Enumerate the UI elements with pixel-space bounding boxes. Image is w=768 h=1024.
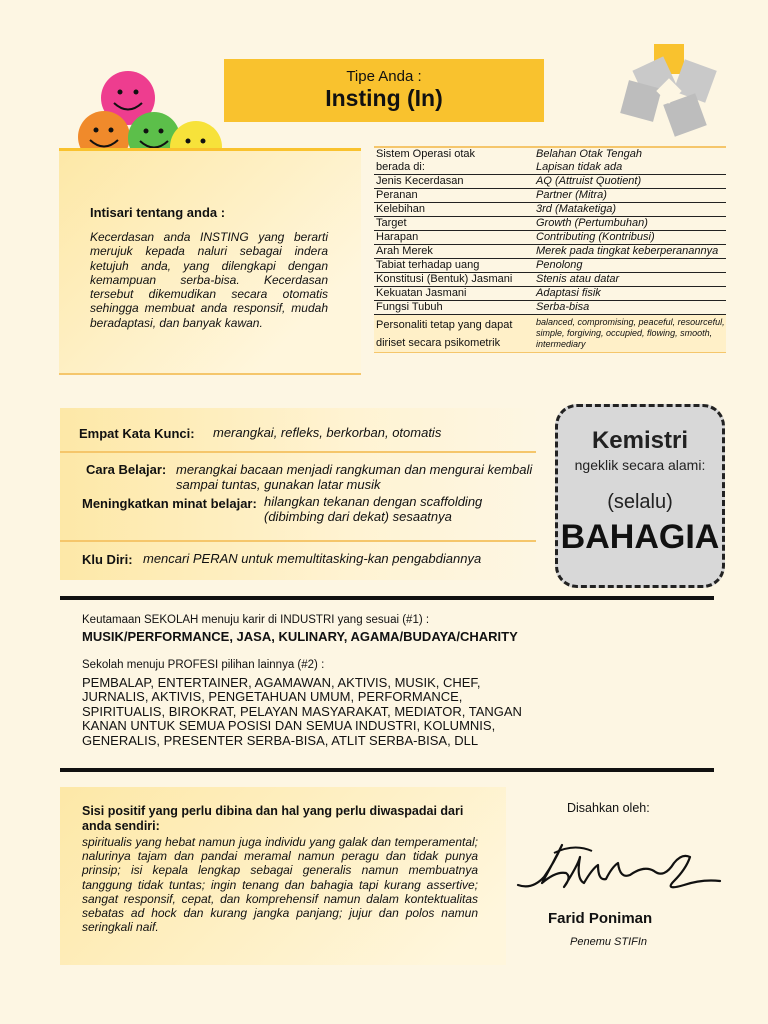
property-value: Partner (Mitra) <box>536 189 607 201</box>
property-value: Growth (Pertumbuhan) <box>536 217 648 229</box>
property-value: Belahan Otak Tengah <box>536 148 643 160</box>
property-label: Personaliti tetap yang dapat diriset secara psikometrik <box>376 319 513 349</box>
chemistry-line2: (selalu) <box>607 491 673 513</box>
property-row <box>374 148 726 161</box>
property-value: Stenis atau datar <box>536 273 620 285</box>
properties-table <box>374 146 726 353</box>
property-row <box>374 231 726 245</box>
property-value: Serba-bisa <box>536 301 590 313</box>
signature-image <box>514 835 724 901</box>
property-label: Target <box>376 217 407 229</box>
careers-list-2: PEMBALAP, ENTERTAINER, AGAMAWAN, AKTIVIS, MUSIK, CHEF, JURNALIS, AKTIVIS, PENGETAHUAN UMUM, PERFORMANCE, SPIRITUALIS, BIROKRAT, PELAYAN MASYARAKAT, MEDIATOR, TANGAN KANAN UNTUK SEMUA POSISI DAN SEMUA INDUSTRI, KOLUMNIS, GENERALIS, PRESENTER SERBA-BISA, ATLIT SERBA-BISA, DLL <box>82 675 522 748</box>
interest-value: hilangkan tekanan dengan scaffolding (dibimbing dari dekat) sesaatnya <box>264 494 483 524</box>
property-row <box>374 259 726 273</box>
self-clue-label: Klu Diri: <box>82 552 133 567</box>
chemistry-line1: ngeklik secara alami: <box>574 457 706 473</box>
keywords-label: Empat Kata Kunci: <box>79 426 195 441</box>
property-row <box>374 203 726 217</box>
stifin-logo-icon <box>612 40 730 140</box>
signature-label: Disahkan oleh: <box>567 801 650 815</box>
property-label: berada di: <box>376 161 425 173</box>
careers-intro-2: Sekolah menuju PROFESI pilihan lainnya (#2) : <box>82 659 325 671</box>
property-label: Jenis Kecerdasan <box>376 175 464 187</box>
chemistry-title: Kemistri <box>591 427 689 454</box>
property-value: 3rd (Mataketiga) <box>536 203 617 215</box>
property-row <box>374 315 726 353</box>
type-title-box <box>224 59 544 122</box>
property-value: AQ (Attruist Quotient) <box>536 175 642 187</box>
property-row <box>374 161 726 175</box>
property-value: Contributing (Kontribusi) <box>536 231 655 243</box>
type-subtitle: Tipe Anda : <box>346 68 422 85</box>
property-value: Lapisan tidak ada <box>536 161 623 173</box>
property-row <box>374 217 726 231</box>
learning-value: merangkai bacaan menjadi rangkuman dan mengurai kembali sampai tuntas, gunakan latar musik <box>176 462 533 492</box>
summary-text: Kecerdasan anda INSTING yang berarti merujuk kepada naluri sebagai indera ketujuh anda, yang dilengkapi dengan kemampuan serba-bisa. Kecerdasan tersebut dikemudikan secara otomatis sehingga membuat anda responsif, mudah beradaptasi, dan banyak kawan. <box>90 230 328 330</box>
property-value: Adaptasi fisik <box>536 287 601 299</box>
keywords-value: merangkai, refleks, berkorban, otomatis <box>213 425 442 440</box>
careers-intro-1: Keutamaan SEKOLAH menuju karir di INDUSTRI yang sesuai (#1) : <box>82 614 430 626</box>
summary-heading: Intisari tentang anda : <box>90 205 226 220</box>
property-value: Penolong <box>536 259 583 271</box>
interest-label: Meningkatkan minat belajar: <box>82 496 257 511</box>
chemistry-box <box>555 404 725 588</box>
property-row <box>374 189 726 203</box>
property-label: Arah Merek <box>376 245 433 257</box>
property-row <box>374 273 726 287</box>
divider <box>60 451 536 453</box>
positive-heading: Sisi positif yang perlu dibina dan hal yang perlu diwaspadai dari anda sendiri: <box>82 804 464 833</box>
property-label: Kelebihan <box>376 203 425 215</box>
property-label: Tabiat terhadap uang <box>376 259 480 271</box>
careers-list-1: MUSIK/PERFORMANCE, JASA, KULINARY, AGAMA/BUDAYA/CHARITY <box>82 629 518 644</box>
property-label: Konstitusi (Bentuk) Jasmani <box>376 273 513 285</box>
property-label: Sistem Operasi otak <box>376 148 476 160</box>
chemistry-line3: BAHAGIA <box>560 518 720 556</box>
positive-text: spiritualis yang hebat namun juga individu yang galak dan temperamental; nalurinya tajam dan pandai meramal namun peragu dan tidak punya prinsip; isi kepala lengkap sebagai generalis namun membuatnya tanggung tidak tuntas; ingin tenang dan bahagia tapi kurang assertive; sangat responsif, cepat, dan komprehensif namun dalam kontektualitas sebatas ad hock dan kurang jangka panjang; jujur dan polos namun seringkali naif. <box>82 835 478 935</box>
property-row <box>374 175 726 189</box>
learning-label: Cara Belajar: <box>86 462 167 477</box>
section-divider <box>60 596 714 600</box>
property-row <box>374 245 726 259</box>
section-divider <box>60 768 714 772</box>
type-title: Insting (In) <box>325 85 443 111</box>
keywords-row <box>79 425 195 443</box>
property-value: Merek pada tingkat keberperanannya <box>536 245 719 257</box>
self-clue-value: mencari PERAN untuk memultitasking-kan pengabdiannya <box>143 551 482 566</box>
divider <box>60 540 536 542</box>
signature-role: Penemu STIFIn <box>570 936 648 948</box>
property-row <box>374 287 726 301</box>
property-value: balanced, compromising, peaceful, resourceful, simple, forgiving, occupied, flowing, smooth, intermediary <box>536 317 725 349</box>
property-label: Harapan <box>376 231 419 243</box>
property-row <box>374 301 726 315</box>
signature-name: Farid Poniman <box>548 910 653 927</box>
property-label: Kekuatan Jasmani <box>376 287 467 299</box>
property-label: Fungsi Tubuh <box>376 301 443 313</box>
property-label: Peranan <box>376 189 418 201</box>
